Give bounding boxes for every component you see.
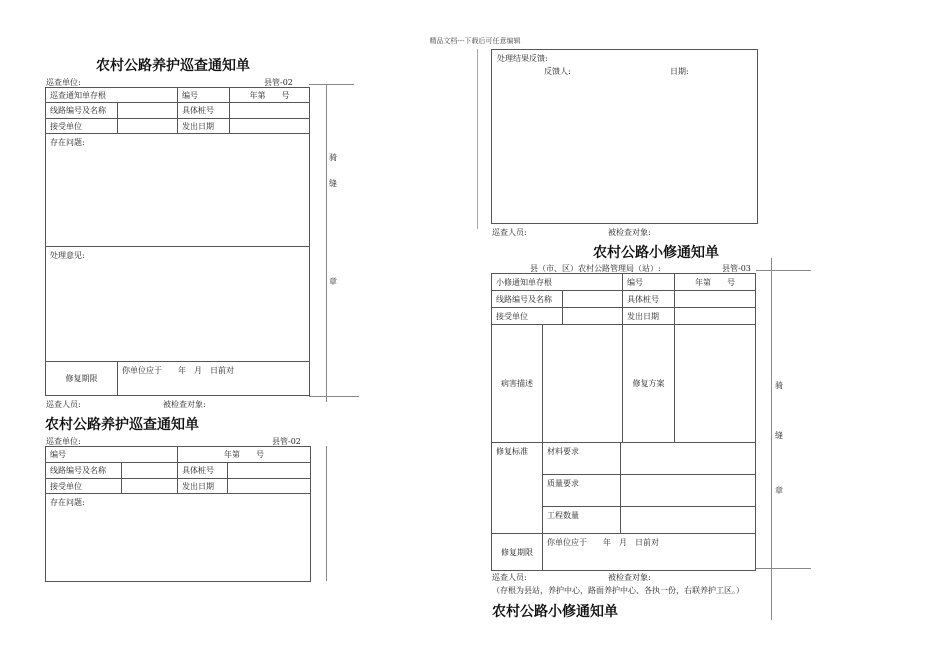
quality-value bbox=[621, 475, 756, 507]
seam-tick bbox=[309, 84, 354, 85]
repair-notice-2-title: 农村公路小修通知单 bbox=[492, 604, 618, 620]
inspection-notice-2-title: 农村公路养护巡查通知单 bbox=[45, 417, 199, 433]
seal-char-seam: 缝 bbox=[329, 179, 337, 188]
quantity-value bbox=[621, 507, 756, 534]
seam-line bbox=[771, 258, 772, 620]
repair-notice-form bbox=[491, 273, 756, 571]
stake-value bbox=[675, 291, 756, 308]
problem-field: 存在问题: bbox=[46, 494, 311, 582]
inspector-label: 巡查人员: bbox=[492, 228, 527, 237]
receiver-value bbox=[122, 479, 178, 494]
issue-date-value bbox=[228, 479, 311, 494]
stake-value bbox=[230, 103, 310, 119]
stake-label: 具体桩号 bbox=[178, 103, 230, 119]
number-label: 编号 bbox=[46, 447, 178, 463]
seal-char-stamp: 章 bbox=[775, 486, 783, 495]
deadline-text: 你单位应于 年 月 日前对 bbox=[118, 362, 310, 396]
distribution-note: （存根为县站，养护中心，路面养护中心、各执一份，右联养护工区。） bbox=[492, 586, 744, 595]
issue-date-label: 发出日期 bbox=[178, 479, 228, 494]
route-label: 线路编号及名称 bbox=[492, 291, 563, 308]
stake-label: 具体桩号 bbox=[178, 463, 228, 479]
damage-value bbox=[543, 325, 623, 443]
inspector-label: 巡查人员: bbox=[492, 573, 527, 582]
stake-label: 具体桩号 bbox=[623, 291, 675, 308]
feedback-box bbox=[491, 49, 758, 224]
plan-value bbox=[675, 325, 756, 443]
route-label: 线路编号及名称 bbox=[46, 103, 118, 119]
plan-label: 修复方案 bbox=[623, 325, 675, 443]
issue-date-value bbox=[230, 119, 310, 134]
seal-char-seam: 缝 bbox=[775, 431, 783, 440]
inspection-unit-label: 巡查单位: bbox=[46, 78, 81, 87]
receiver-label: 接受单位 bbox=[492, 308, 563, 325]
seam-line bbox=[326, 84, 327, 402]
deadline-label: 修复期限 bbox=[492, 534, 543, 571]
inspection-notice-form bbox=[45, 87, 310, 396]
receiver-label: 接受单位 bbox=[46, 119, 118, 134]
seal-char-ride: 骑 bbox=[775, 381, 783, 390]
receiver-value bbox=[118, 119, 178, 134]
number-label: 编号 bbox=[623, 274, 675, 291]
inspected-label: 被检查对象: bbox=[163, 400, 206, 409]
number-label: 编号 bbox=[178, 88, 230, 103]
form-code: 县管-03 bbox=[722, 264, 751, 273]
seal-char-ride: 骑 bbox=[329, 153, 337, 162]
quantity-label: 工程数量 bbox=[543, 507, 621, 534]
issue-date-label: 发出日期 bbox=[178, 119, 230, 134]
feedback-person-label: 反馈人: bbox=[544, 67, 571, 76]
quality-label: 质量要求 bbox=[543, 475, 621, 507]
issue-date-value bbox=[675, 308, 756, 325]
bureau-label: 县（市、区）农村公路管理局（站）: bbox=[530, 264, 661, 273]
year-number-label: 年第 号 bbox=[230, 88, 310, 103]
year-number-label: 年第 号 bbox=[675, 274, 756, 291]
route-value bbox=[118, 103, 178, 119]
stub-label: 巡查通知单存根 bbox=[46, 88, 178, 103]
inspector-label: 巡查人员: bbox=[46, 400, 81, 409]
seam-tick bbox=[309, 396, 359, 397]
deadline-text: 你单位应于 年 月 日前对 bbox=[543, 534, 756, 571]
route-value bbox=[563, 291, 623, 308]
form-code: 县管-02 bbox=[272, 437, 301, 446]
document-header-note: 精品文档---下载后可任意编辑 bbox=[429, 37, 521, 45]
problem-field: 存在问题: bbox=[46, 134, 310, 247]
seam-line bbox=[326, 446, 327, 581]
receiver-label: 接受单位 bbox=[46, 479, 122, 494]
seam-tick bbox=[756, 568, 811, 569]
seal-char-stamp: 章 bbox=[329, 277, 337, 286]
route-value bbox=[122, 463, 178, 479]
inspected-label: 被检查对象: bbox=[608, 573, 651, 582]
inspection-unit-label: 巡查单位: bbox=[46, 437, 81, 446]
receiver-value bbox=[563, 308, 623, 325]
material-value bbox=[621, 443, 756, 475]
damage-label: 病害描述 bbox=[492, 325, 543, 443]
inspection-notice-title: 农村公路养护巡查通知单 bbox=[96, 58, 250, 74]
seam-line bbox=[477, 49, 478, 229]
deadline-label: 修复期限 bbox=[46, 362, 118, 396]
seam-tick bbox=[756, 270, 811, 271]
route-label: 线路编号及名称 bbox=[46, 463, 122, 479]
issue-date-label: 发出日期 bbox=[623, 308, 675, 325]
inspection-notice-2-form bbox=[45, 446, 311, 582]
inspected-label: 被检查对象: bbox=[608, 228, 651, 237]
result-label: 处理结果反馈: bbox=[497, 54, 548, 63]
repair-notice-title: 农村公路小修通知单 bbox=[593, 245, 719, 261]
standard-label: 修复标准 bbox=[492, 443, 543, 534]
form-code: 县管-02 bbox=[264, 78, 293, 87]
year-number-label: 年第 号 bbox=[178, 447, 311, 463]
stub-label: 小修通知单存根 bbox=[492, 274, 623, 291]
material-label: 材料要求 bbox=[543, 443, 621, 475]
stake-value bbox=[228, 463, 311, 479]
feedback-date-label: 日期: bbox=[670, 67, 689, 76]
opinion-field: 处理意见: bbox=[46, 247, 310, 362]
